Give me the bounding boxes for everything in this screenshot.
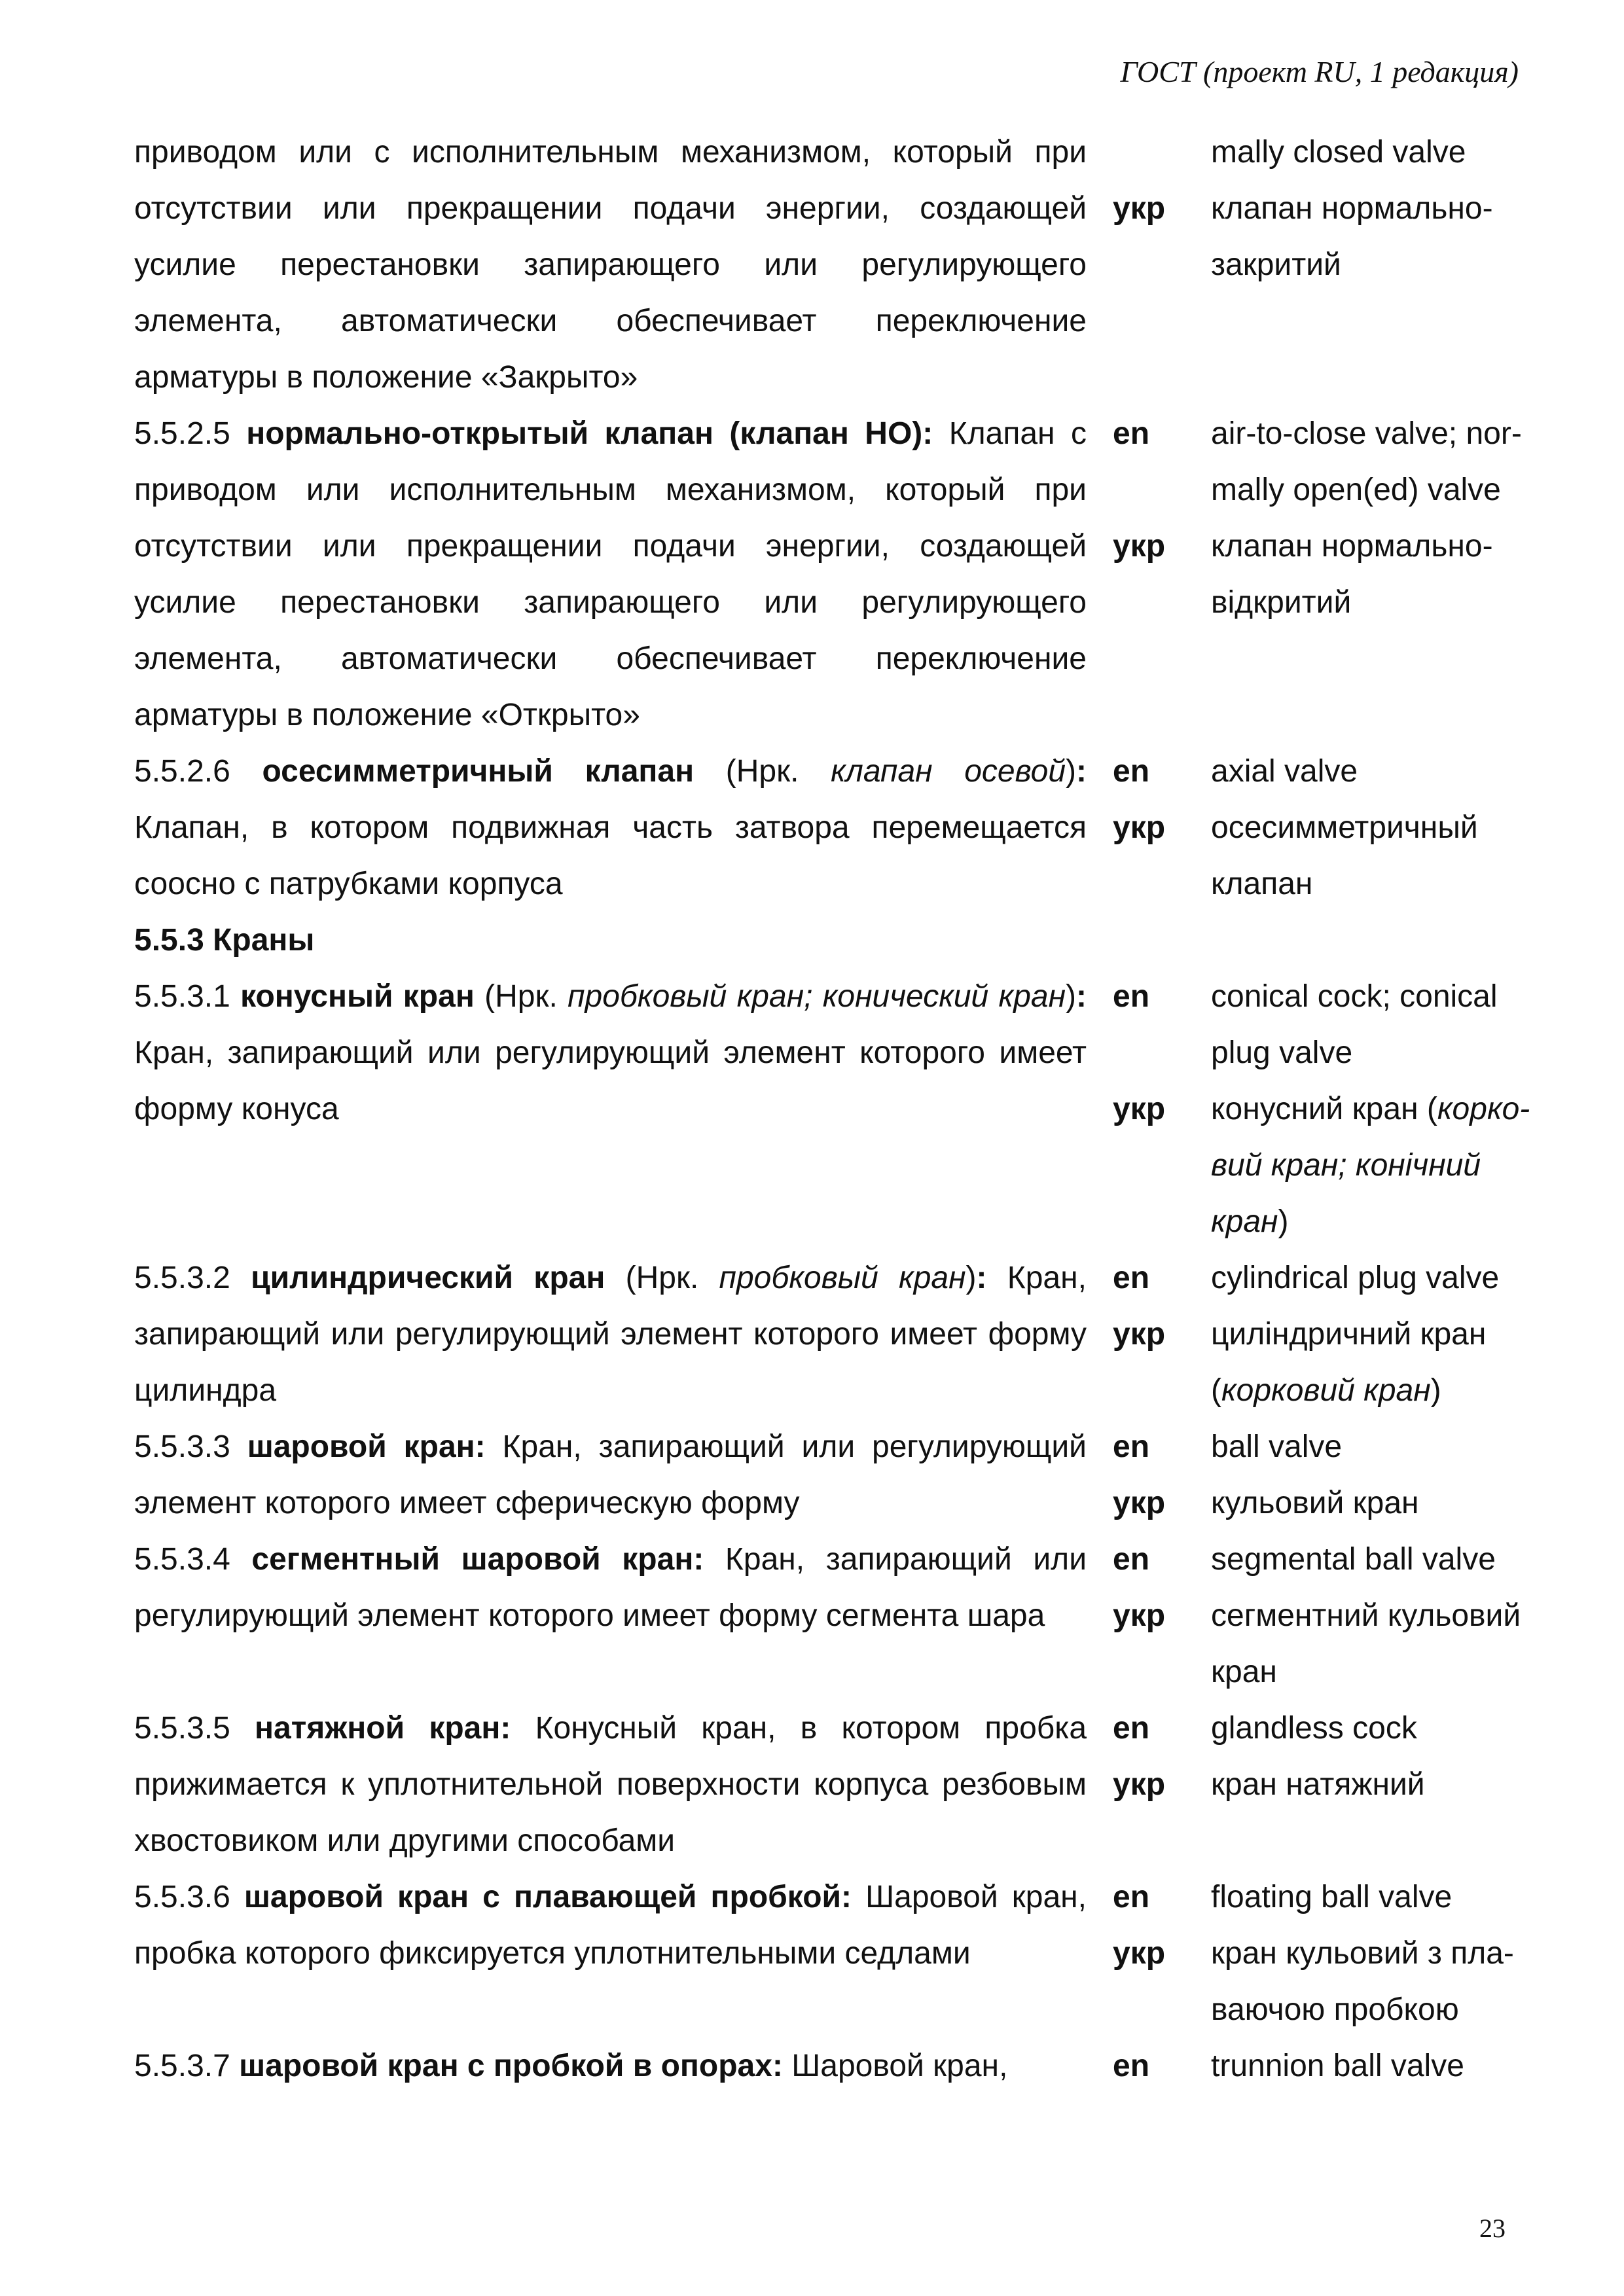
ukr-translation-cont: вий кран; конічний [1211, 1148, 1481, 1183]
term-synonym: пробковый кран [719, 1261, 966, 1295]
lang-label-ukr: укр [1113, 1936, 1166, 1971]
ukr-translation: кульовий кран [1211, 1486, 1419, 1520]
en-translation-cont: mally open(ed) valve [1211, 473, 1501, 507]
ukr-translation: конусний кран (корко- [1211, 1092, 1530, 1126]
term-entry [134, 744, 1535, 912]
term-name: сегментный шаровой кран: [251, 1542, 704, 1577]
term-definition [134, 1532, 1100, 1700]
term-entry [134, 1419, 1535, 1532]
term-definition [134, 2038, 1100, 2094]
lang-label-ukr: укр [1113, 191, 1166, 226]
language-labels [1100, 2038, 1198, 2094]
lang-label-ukr: укр [1113, 529, 1166, 564]
ukr-translation-cont: (корковий кран) [1211, 1373, 1441, 1408]
lang-label-ukr: укр [1113, 810, 1166, 845]
language-labels [1100, 969, 1198, 1250]
translations [1198, 406, 1535, 744]
lang-label-ukr: укр [1113, 1092, 1166, 1126]
ukr-translation: клапан нормально- [1211, 529, 1493, 564]
term-entry [134, 124, 1535, 406]
lang-label-en: en [1113, 1542, 1150, 1577]
lang-label-ukr: укр [1113, 1317, 1166, 1352]
ukr-translation: циліндричний кран [1211, 1317, 1487, 1352]
translations [1198, 1869, 1535, 2038]
language-labels [1100, 744, 1198, 912]
section-entry [134, 912, 1535, 969]
definition-text: Кран, запирающий или регулирующий элемент которого имеет форму конуса [134, 1035, 1087, 1126]
term-name: конусный кран [240, 979, 475, 1014]
definition-text: Шаровой кран, [791, 2049, 1008, 2083]
term-entry [134, 2038, 1535, 2094]
term-definition [134, 1419, 1100, 1532]
language-labels [1100, 1250, 1198, 1419]
term-name: осесимметричный клапан [262, 754, 695, 789]
term-name: цилиндрический кран [251, 1261, 605, 1295]
term-number: 5.5.2.5 [134, 416, 230, 451]
term-definition [134, 1869, 1100, 2038]
term-definition: 5.5.3.2 цилиндрический кран (Нрк. пробковый кран): Кран, запирающий или регулирующий элемент которого имеет форму цилиндра [134, 1261, 1087, 1408]
term-definition [134, 406, 1100, 744]
term-definition: 5.5.2.6 осесимметричный клапан (Нрк. клапан осевой): Клапан, в котором подвижная часть затвора перемещается соосно с патрубками корпуса [134, 754, 1087, 901]
term-name: шаровой кран с пробкой в опорах: [239, 2049, 783, 2083]
term-abbr: Нрк. [495, 979, 558, 1014]
en-translation: mally closed valve [1211, 135, 1466, 170]
lang-label-en: en [1113, 1261, 1150, 1295]
term-definition [134, 1700, 1100, 1869]
translations [1198, 124, 1535, 406]
terms-content [134, 124, 1535, 2094]
term-entry [134, 1250, 1535, 1419]
term-synonym: пробковый кран; конический кран [568, 979, 1066, 1014]
term-name: нормально-открытый клапан (клапан НО): [246, 416, 933, 451]
definition-text: Кран, запирающий или регулирующий элемент которого имеет форму сегмента шара [134, 1542, 1087, 1633]
term-definition [134, 124, 1100, 406]
ukr-translation-cont: ваючою пробкою [1211, 1992, 1459, 2027]
term-entry [134, 1532, 1535, 1700]
lang-label-en: en [1113, 416, 1150, 451]
language-labels [1100, 406, 1198, 744]
en-translation: axial valve [1211, 754, 1358, 789]
lang-label-en: en [1113, 754, 1150, 789]
language-labels [1100, 1700, 1198, 1869]
section-heading: 5.5.3 Краны [134, 923, 315, 958]
lang-label-en: en [1113, 2049, 1150, 2083]
term-name: шаровой кран: [247, 1429, 486, 1464]
language-labels [1100, 124, 1198, 406]
translations [1198, 1419, 1535, 1532]
lang-label-en: en [1113, 979, 1150, 1014]
lang-label-ukr: укр [1113, 1767, 1166, 1802]
translations [1198, 1250, 1535, 1419]
ukr-translation: клапан нормально- [1211, 191, 1493, 226]
en-translation: air-to-close valve; nor- [1211, 416, 1522, 451]
ukr-translation-cont: кран) [1211, 1204, 1289, 1239]
language-labels [1100, 1532, 1198, 1700]
section-heading-wrap [134, 912, 1100, 969]
term-number: 5.5.3.5 [134, 1711, 230, 1746]
ukr-translation: кран натяжний [1211, 1767, 1425, 1802]
ukr-translation-cont: кран [1211, 1655, 1277, 1689]
term-abbr: Нрк. [636, 1261, 699, 1295]
lang-label-en: en [1113, 1711, 1150, 1746]
term-number: 5.5.3.3 [134, 1429, 230, 1464]
ukr-translation-cont: закритий [1211, 247, 1341, 282]
en-translation: floating ball valve [1211, 1880, 1453, 1914]
en-translation: cylindrical plug valve [1211, 1261, 1500, 1295]
definition-text: Кран, запирающий или регулирующий элемент которого имеет форму цилиндра [134, 1261, 1087, 1408]
en-translation: conical cock; conical [1211, 979, 1498, 1014]
definition-text: Конусный кран, в котором пробка прижимается к уплотнительной поверхности корпуса резбовым хвостовиком или другими способами [134, 1711, 1087, 1858]
en-translation-cont: plug valve [1211, 1035, 1353, 1070]
term-entry [134, 1869, 1535, 2038]
lang-label-en: en [1113, 1880, 1150, 1914]
term-name: натяжной кран: [255, 1711, 511, 1746]
term-entry [134, 1700, 1535, 1869]
translations [1198, 1532, 1535, 1700]
definition-text: Кран, запирающий или регулирующий элемент которого имеет сферическую форму [134, 1429, 1087, 1520]
en-translation: segmental ball valve [1211, 1542, 1496, 1577]
term-number: 5.5.3.2 [134, 1261, 230, 1295]
definition-text: приводом или с исполнительным механизмом, который при отсутствии или прекращении подачи энергии, создающей усилие перестановки запирающего или регулирующего элемента, автоматически обеспечивает переключение арматуры в положение «Закрыто» [134, 135, 1087, 395]
language-labels [1100, 1869, 1198, 2038]
ukr-translation: осесимметричный [1211, 810, 1478, 845]
term-entry [134, 969, 1535, 1250]
term-number: 5.5.3.7 [134, 2049, 230, 2083]
page-number: 23 [1479, 2214, 1506, 2243]
page-header: ГОСТ (проект RU, 1 редакция) [1120, 55, 1519, 88]
ukr-translation: сегментний кульовий [1211, 1598, 1521, 1633]
ukr-translation: кран кульовий з пла- [1211, 1936, 1514, 1971]
term-number: 5.5.2.6 [134, 754, 230, 789]
term-definition: 5.5.3.1 конусный кран (Нрк. пробковый кран; конический кран): Кран, запирающий или регулирующий элемент которого имеет форму конуса [134, 979, 1087, 1126]
term-abbr: Нрк. [736, 754, 799, 789]
term-name: шаровой кран с плавающей пробкой: [244, 1880, 852, 1914]
translations [1198, 969, 1535, 1250]
en-translation: ball valve [1211, 1429, 1343, 1464]
lang-label-en: en [1113, 1429, 1150, 1464]
definition-text: Клапан с приводом или исполнительным механизмом, который при отсутствии или прекращении подачи энергии, создающей усилие перестановки запирающего или регулирующего элемента, автоматически обеспечивает переключение арматуры в положение «Открыто» [134, 416, 1087, 732]
en-translation: glandless cock [1211, 1711, 1417, 1746]
definition-text: Клапан, в котором подвижная часть затвора перемещается соосно с патрубками корпуса [134, 810, 1087, 901]
ukr-translation-cont: клапан [1211, 867, 1313, 901]
term-entry [134, 406, 1535, 744]
ukr-translation-cont: відкритий [1211, 585, 1352, 620]
en-translation: trunnion ball valve [1211, 2049, 1464, 2083]
translations [1198, 1700, 1535, 1869]
translations [1198, 2038, 1535, 2094]
term-synonym: клапан осевой [831, 754, 1066, 789]
lang-label-ukr: укр [1113, 1598, 1166, 1633]
term-number: 5.5.3.6 [134, 1880, 230, 1914]
translations [1198, 744, 1535, 912]
definition-text: Шаровой кран, пробка которого фиксируется уплотнительными седлами [134, 1880, 1087, 1971]
lang-label-ukr: укр [1113, 1486, 1166, 1520]
term-number: 5.5.3.4 [134, 1542, 230, 1577]
term-number: 5.5.3.1 [134, 979, 230, 1014]
language-labels [1100, 1419, 1198, 1532]
